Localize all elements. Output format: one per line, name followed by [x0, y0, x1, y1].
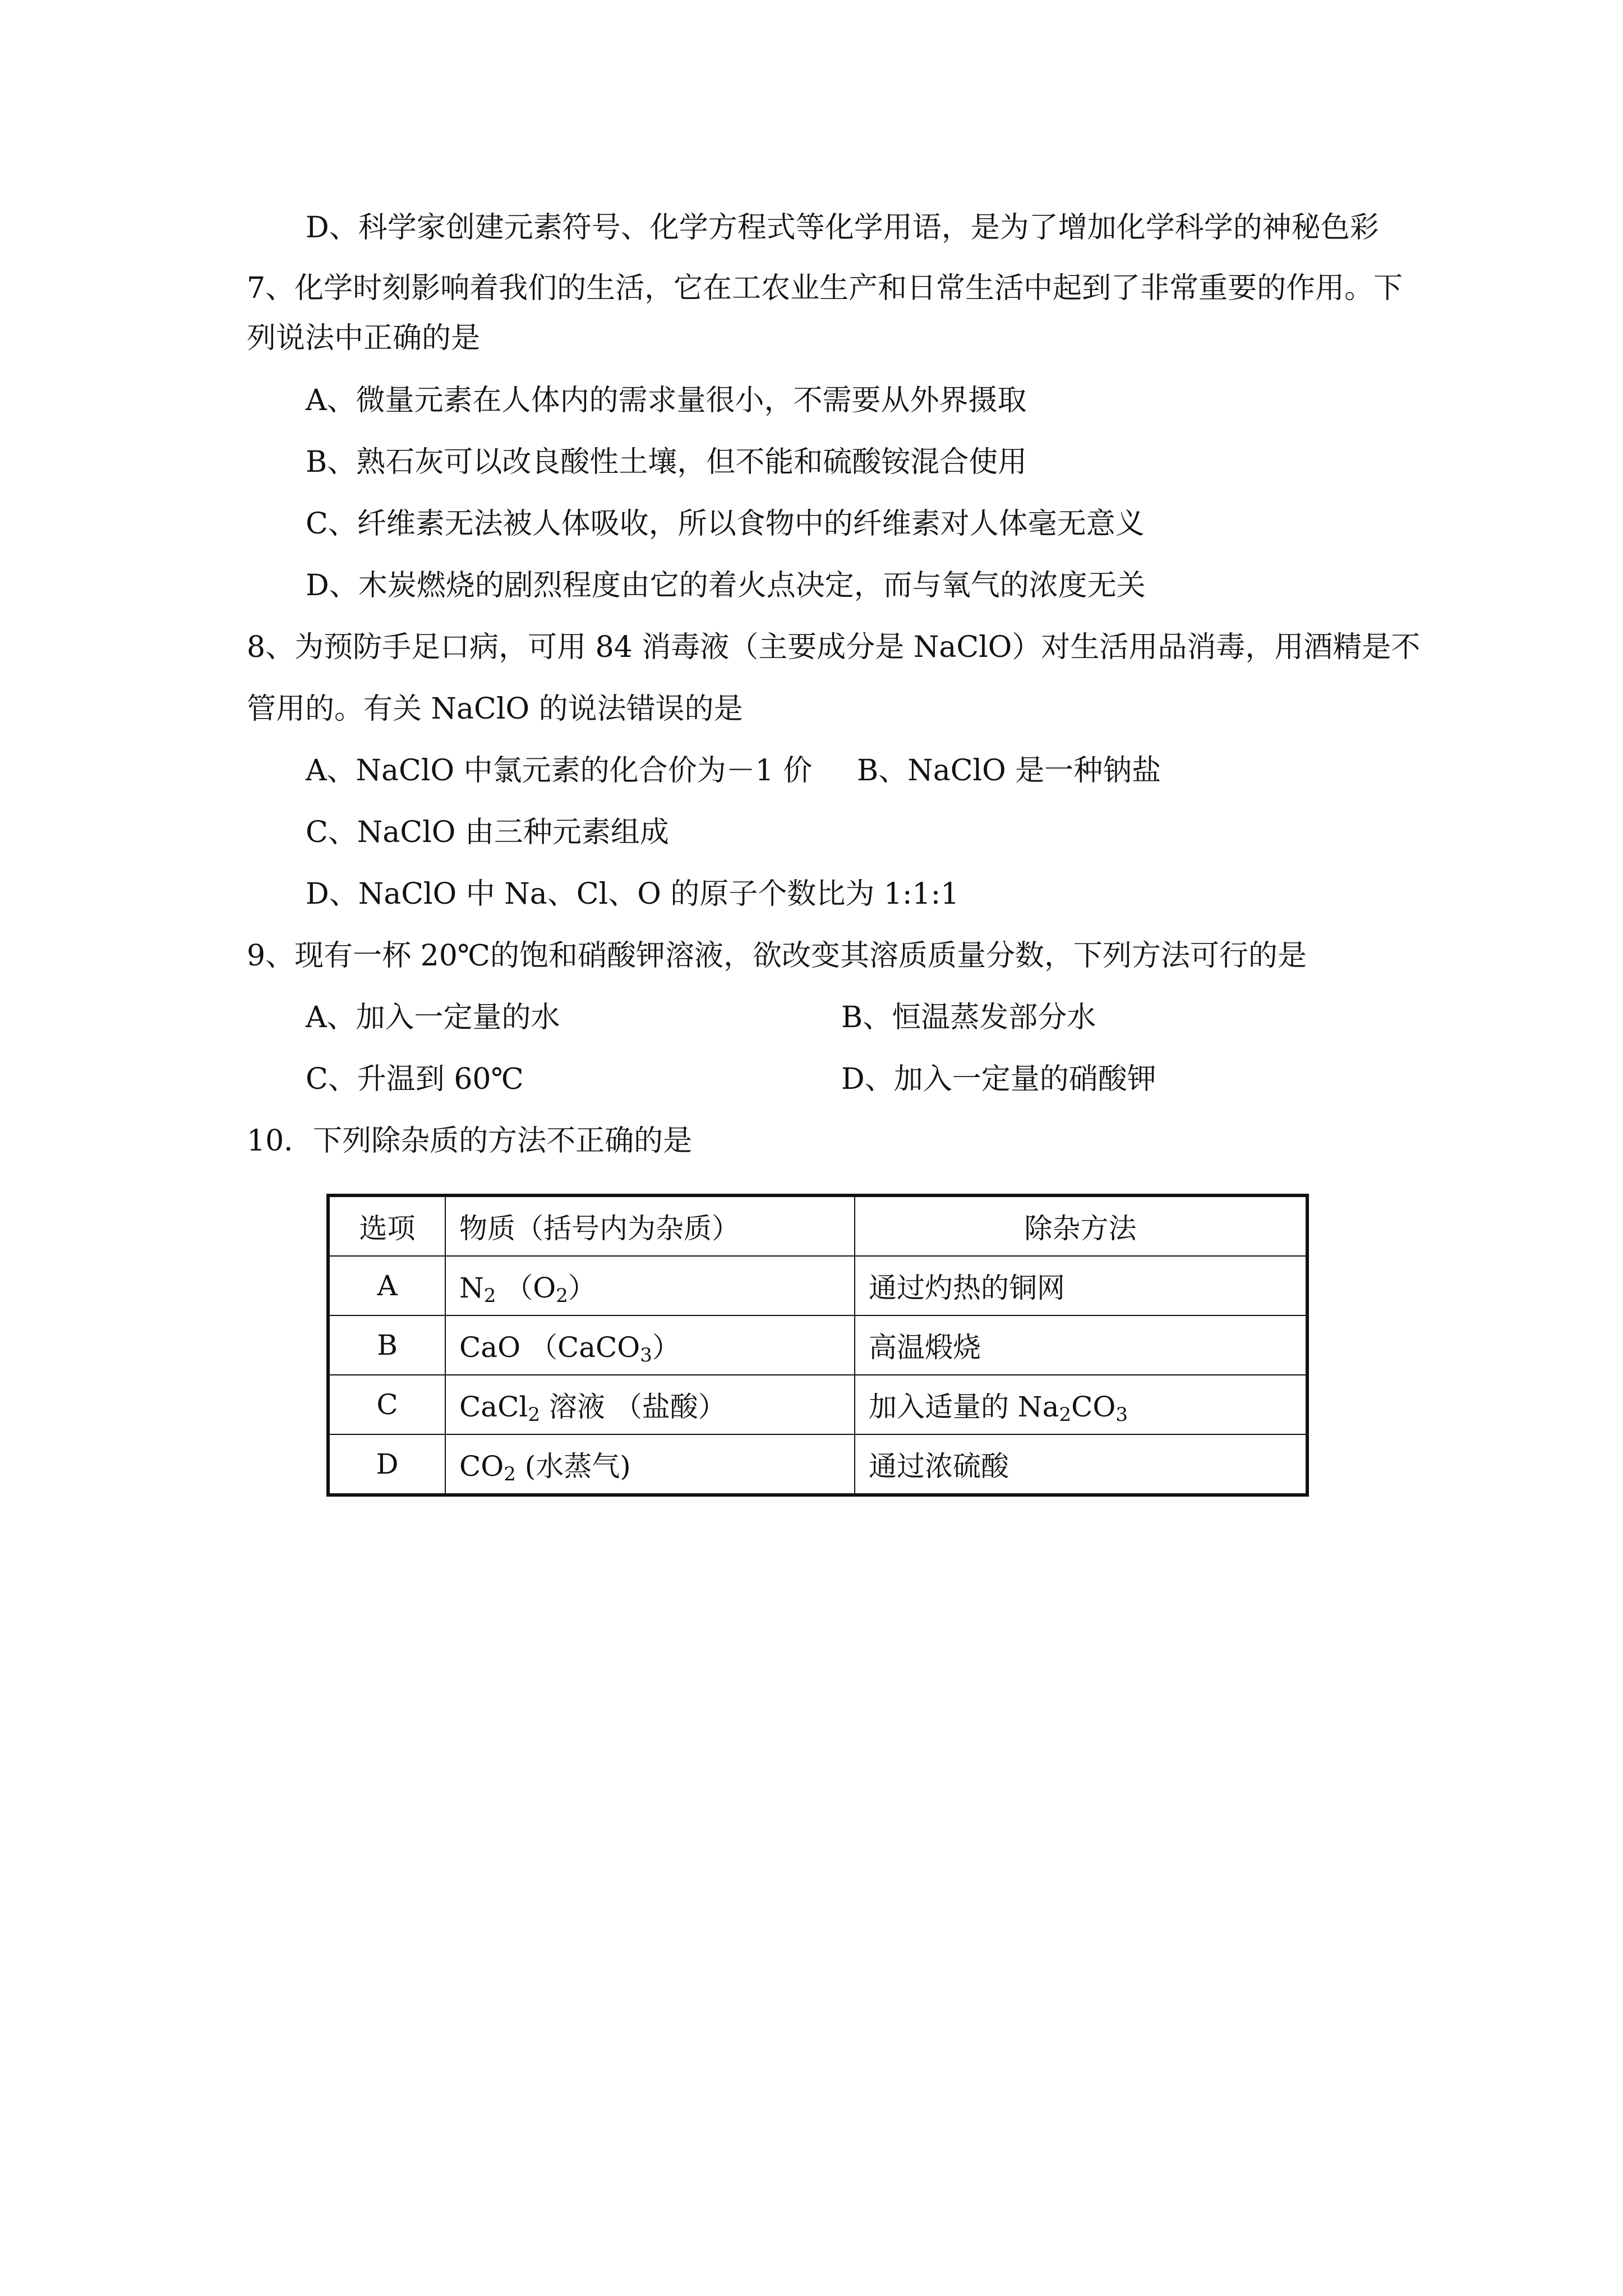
cell-substance — [445, 1315, 855, 1375]
q7-option-c: C、纤维素无法被人体吸收，所以食物中的纤维素对人体毫无意义 — [306, 507, 1145, 541]
q10-stem: 10．下列除杂质的方法不正确的是 — [247, 1124, 693, 1158]
q7-option-d: D、木炭燃烧的剧烈程度由它的着火点决定，而与氧气的浓度无关 — [306, 569, 1146, 602]
q7-stem-line1: 7、化学时刻影响着我们的生活，它在工农业生产和日常生活中起到了非常重要的作用。下 — [247, 272, 1403, 305]
table-row — [328, 1375, 1307, 1434]
method-text: 加入适量的 Na — [869, 1391, 1059, 1423]
cell-method — [855, 1375, 1307, 1434]
cell-method — [855, 1315, 1307, 1375]
table-body — [328, 1256, 1307, 1495]
table-header-row — [328, 1195, 1307, 1256]
q9-stem: 9、现有一杯 20℃的饱和硝酸钾溶液，欲改变其溶质质量分数，下列方法可行的是 — [247, 939, 1307, 973]
substance-text: ） — [568, 1272, 596, 1304]
substance-subscript: 2 — [556, 1285, 568, 1307]
q7-option-b: B、熟石灰可以改良酸性土壤，但不能和硫酸铵混合使用 — [306, 445, 1027, 479]
table-row — [328, 1434, 1307, 1495]
substance-text: CO — [459, 1450, 504, 1483]
q8-stem-line1: 8、为预防手足口病，可用 84 消毒液（主要成分是 NaClO）对生活用品消毒，用酒精是不 — [247, 631, 1421, 664]
table-row — [328, 1256, 1307, 1315]
q7-stem-line2: 列说法中正确的是 — [247, 321, 481, 355]
substance-text: (水蒸气) — [515, 1450, 631, 1483]
q8-option-c: C、NaClO 由三种元素组成 — [306, 816, 669, 849]
impurity-removal-table — [326, 1194, 1309, 1497]
q9-option-d: D、加入一定量的硝酸钾 — [841, 1062, 1156, 1096]
substance-text: （O — [496, 1272, 556, 1304]
substance-text: ） — [652, 1331, 680, 1364]
cell-substance — [445, 1375, 855, 1434]
q8-option-b: B、NaClO 是一种钠盐 — [857, 754, 1161, 788]
substance-text: CaO （CaCO — [459, 1331, 640, 1364]
q6-option-d: D、科学家创建元素符号、化学方程式等化学用语，是为了增加化学科学的神秘色彩 — [306, 211, 1379, 245]
cell-substance — [445, 1256, 855, 1315]
substance-subscript: 2 — [504, 1463, 516, 1485]
cell-option: B — [328, 1315, 445, 1375]
q7-option-a: A、微量元素在人体内的需求量很小，不需要从外界摄取 — [306, 384, 1027, 417]
method-text: 通过浓硫酸 — [869, 1450, 1009, 1483]
cell-method — [855, 1256, 1307, 1315]
substance-text: 溶液 （盐酸） — [540, 1391, 726, 1423]
cell-option: A — [328, 1256, 445, 1315]
cell-method — [855, 1434, 1307, 1495]
method-text: CO — [1071, 1391, 1116, 1423]
substance-subscript: 2 — [483, 1285, 496, 1307]
cell-option: C — [328, 1375, 445, 1434]
substance-text: CaCl — [459, 1391, 528, 1423]
header-substance: 物质（括号内为杂质） — [445, 1195, 855, 1256]
q8-option-a: A、NaClO 中氯元素的化合价为－1 价 — [306, 754, 813, 788]
header-method: 除杂方法 — [855, 1195, 1307, 1256]
method-subscript: 3 — [1115, 1404, 1128, 1426]
q9-option-a: A、加入一定量的水 — [306, 1001, 560, 1034]
substance-subscript: 3 — [640, 1344, 652, 1366]
header-option: 选项 — [328, 1195, 445, 1256]
method-subscript: 2 — [1059, 1404, 1072, 1426]
q8-option-d: D、NaClO 中 Na、Cl、O 的原子个数比为 1:1:1 — [306, 877, 960, 911]
q8-stem-line2: 管用的。有关 NaClO 的说法错误的是 — [247, 692, 743, 726]
substance-text: N — [459, 1272, 484, 1304]
cell-option: D — [328, 1434, 445, 1495]
method-text: 高温煅烧 — [869, 1331, 981, 1364]
cell-substance — [445, 1434, 855, 1495]
q9-option-c: C、升温到 60℃ — [306, 1062, 524, 1096]
q9-option-b: B、恒温蒸发部分水 — [841, 1001, 1096, 1034]
method-text: 通过灼热的铜网 — [869, 1272, 1065, 1304]
substance-subscript: 2 — [528, 1404, 540, 1426]
table-row — [328, 1315, 1307, 1375]
